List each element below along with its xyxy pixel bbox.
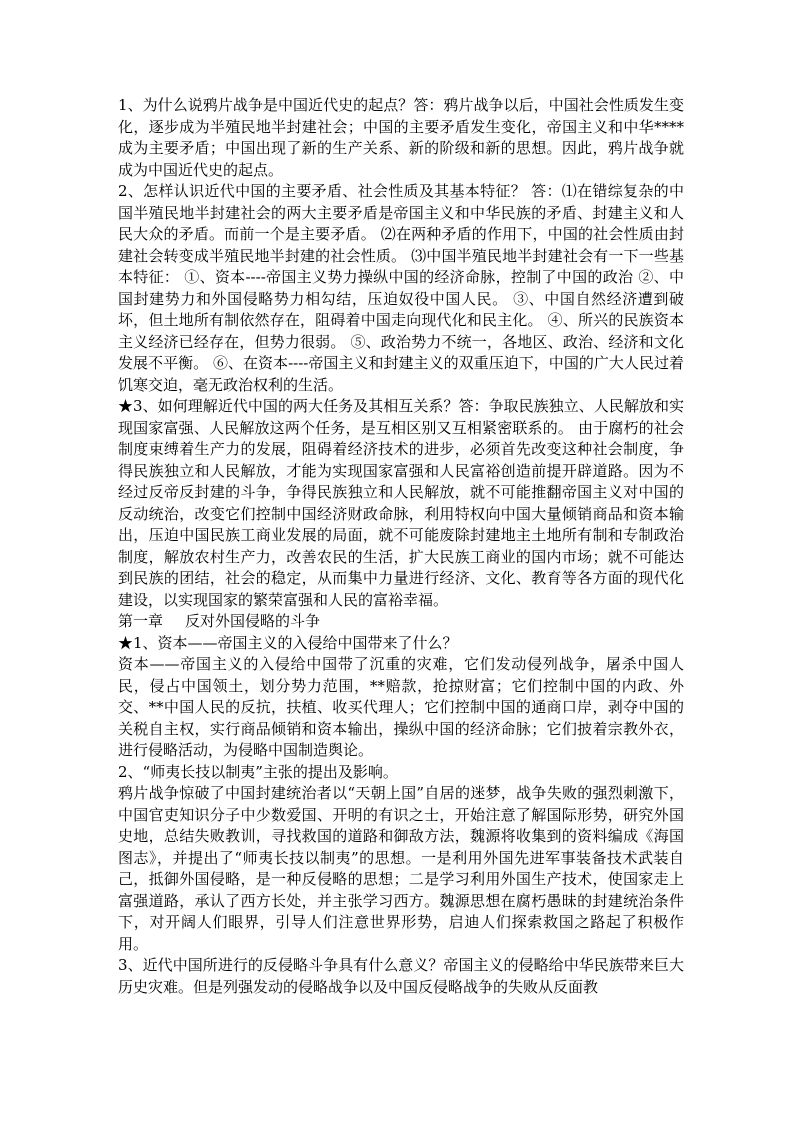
question-3-paragraph: 3、近代中国所进行的反侵略斗争具有什么意义？帝国主义的侵略给中华民族带来巨大历史灾难。但是列强发动的侵略战争以及中国反侵略战争的失败从反面教 [118, 956, 684, 996]
question-2-heading: 2、“师夷长技以制夷”主张的提出及影响。 [118, 762, 398, 781]
document-page [118, 95, 684, 998]
paragraph-q2: 2、怎样认识近代中国的主要矛盾、社会性质及其基本特征？ 答：⑴在错综复杂的中国半殖民地半封建社会的两大主要矛盾是帝国主义和中华民族的矛盾、封建主义和人民大众的矛盾。而前一个是主要矛盾。 ⑵在两种矛盾的作用下，中国的社会性质由封建社会转变成半殖民地半封建的社会性质。 ⑶中国半殖民地半封建社会有一下一些基本特征： ①、资本----帝国主义势力操纵中国的经济命脉，控制了中国的政治 ②、中国封建势力和外国侵略势力相勾结，压迫奴役中国人民。 ③、中国自然经济遭到破坏，但土地所有制依然存在，阻碍着中国走向现代化和民主化。 ④、所兴的民族资本主义经济已经存在，但势力很弱。 ⑤、政治势力不统一，各地区、政治、经济和文化发展不平衡。 ⑥、在资本----帝国主义和封建主义的双重压迫下，中国的广大人民过着饥寒交迫，毫无政治权利的生活。 [118, 182, 684, 394]
answer-2: 鸦片战争惊破了中国封建统治者以“天朝上国”自居的迷梦，战争失败的强烈刺激下，中国官吏知识分子中少数爱国、开明的有识之士，开始注意了解国际形势，研究外国史地，总结失败教训，寻找救国的道路和御敌方法，魏源将收集到的资料编成《海国图志》，并提出了“师夷长技以制夷”的思想。一是利用外国先进军事装备技术武装自己，抵御外国侵略，是一种反侵略的思想；二是学习利用外国生产技术，使国家走上富强道路，承认了西方长处，并主张学习西方。魏源思想在腐朽愚昧的封建统治条件下，对开阔人们眼界，引导人们注意世界形势，启迪人们探索救国之路起了积极作用。 [118, 784, 684, 953]
paragraph-q3: ★3、如何理解近代中国的两大任务及其相互关系？答：争取民族独立、人民解放和实现国家富强、人民解放这两个任务，是互相区别又互相紧密联系的。 由于腐朽的社会制度束缚着生产力的发展，阻碍着经济技术的进步，必须首先改变这种社会制度，争得民族独立和人民解放，才能为实现国家富强和人民富裕创造前提开辟道路。因为不经过反帝反封建的斗争，争得民族独立和人民解放，就不可能推翻帝国主义对中国的反动统治，改变它们控制中国经济财政命脉，利用特权向中国大量倾销商品和资本输出，压迫中国民族工商业发展的局面，就不可能废除封建地主土地所有制和专制政治制度，解放农村生产力，改善农民的生活，扩大民族工商业的国内市场；就不可能达到民族的团结，社会的稳定，从而集中力量进行经济、文化、教育等各方面的现代化建设，以实现国家的繁荣富强和人民的富裕幸福。 [118, 397, 684, 609]
question-1-heading: ★1、资本——帝国主义的入侵给中国带来了什么？ [118, 633, 458, 652]
chapter-number: 第一章 [118, 612, 164, 630]
chapter-title: 反对外国侵略的斗争 [185, 612, 321, 630]
answer-1: 资本——帝国主义的入侵给中国带了沉重的灾难，它们发动侵列战争，屠杀中国人民，侵占中国领土，划分势力范围，**赔款，抢掠财富；它们控制中国的内政、外交、**中国人民的反抗，扶植、收买代理人；它们控制中国的通商口岸，剥夺中国的关税自主权，实行商品倾销和资本输出，操纵中国的经济命脉；它们披着宗教外衣，进行侵略活动，为侵略中国制造舆论。 [118, 655, 684, 759]
paragraph-q1: 1、为什么说鸦片战争是中国近代史的起点？答：鸦片战争以后，中国社会性质发生变化，逐步成为半殖民地半封建社会；中国的主要矛盾发生变化，帝国主义和中华****成为主要矛盾；中国出现了新的生产关系、新的阶级和新的思想。因此，鸦片战争就成为中国近代史的起点。 [118, 96, 684, 179]
chapter-heading [118, 611, 684, 633]
